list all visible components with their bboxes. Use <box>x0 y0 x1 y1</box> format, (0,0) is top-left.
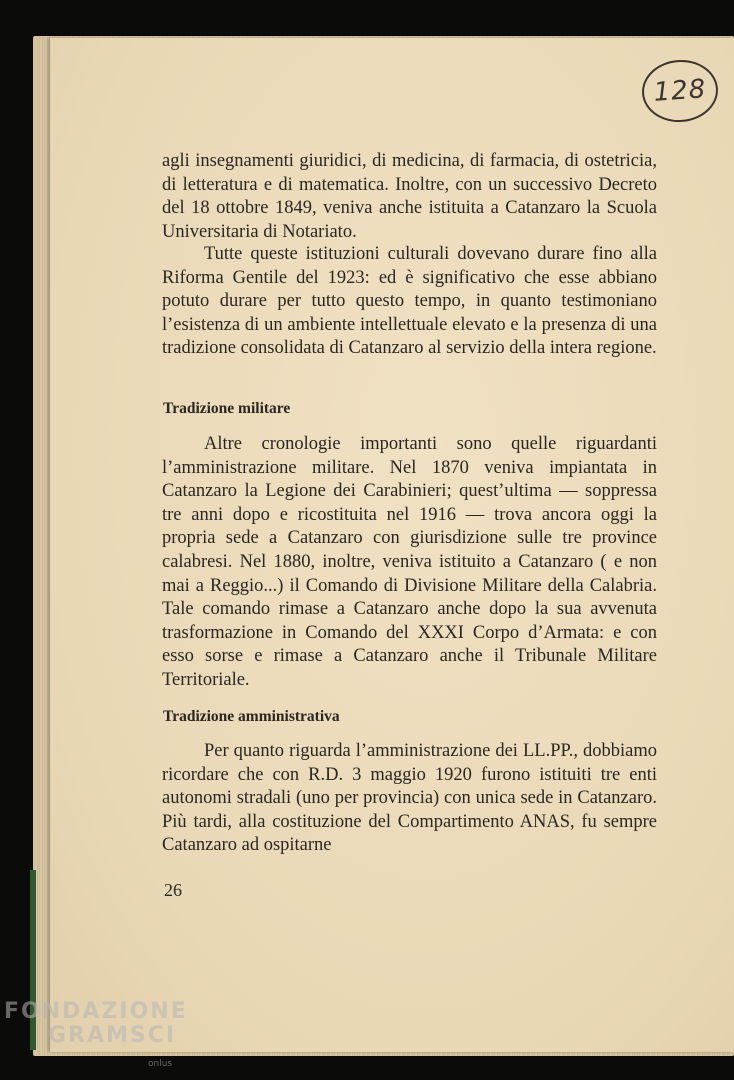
paragraph-1: agli insegnamenti giuridici, di medicina, di farmacia, di ostetricia, di letteratura e di matematica. Inoltre, con un successivo Decreto del 18 ottobre 1849, veniva anche istituita a Catanzaro la Scuola Universitaria di Notariato. <box>162 151 657 242</box>
watermark-onlus: onlus <box>148 1059 173 1069</box>
paragraph-2: Tutte queste istituzioni culturali dovevano durare fino alla Riforma Gentile del 1923: ed è significativo che esse abbiano potuto durare per tutto questo tempo, in quanto testimoniano l’esistenza di un ambiente intellettuale elevato e la presenza di una tradizione consolidata di Catanzaro al servizio della intera regione. <box>162 244 657 359</box>
heading-military: Tradizione militare <box>163 400 291 417</box>
page-number: 26 <box>164 880 182 900</box>
watermark-line-2: GRAMSCI <box>48 1023 177 1048</box>
watermark-line-1: FONDAZIONE <box>4 999 188 1024</box>
watermark-logo <box>4 999 188 1069</box>
paragraph-4: Per quanto riguarda l’amministrazione dei LL.PP., dobbiamo ricordare che con R.D. 3 maggio 1920 furono istituiti tre enti autonomi stradali (uno per provincia) con unica sede in Catanzaro. Più tardi, alla costituzione del Compartimento ANAS, fu sempre Catanzaro ad ospitarne <box>162 741 657 856</box>
paragraph-3: Altre cronologie importanti sono quelle riguardanti l’amministrazione militare. Nel 1870 veniva impiantata in Catanzaro la Legione dei Carabinieri; quest’ultima — soppressa tre anni dopo e ricostituita nel 1916 — trova ancora oggi la propria sede a Catanzaro con giurisdizione sulle tre province calabresi. Nel 1880, inoltre, veniva istituito a Catanzaro ( e non mai a Reggio...) il Comando di Divisione Militare della Calabria. Tale comando rimase a Catanzaro anche dopo la sua avvenuta trasformazione in Comando del XXXI Corpo d’Armata: e con esso sorse e rimase a Catanzaro anche il Tribunale Militare Territoriale. <box>162 434 657 690</box>
heading-administrative: Tradizione amministrativa <box>163 708 340 725</box>
archive-page-stamp: 128 <box>640 57 720 124</box>
